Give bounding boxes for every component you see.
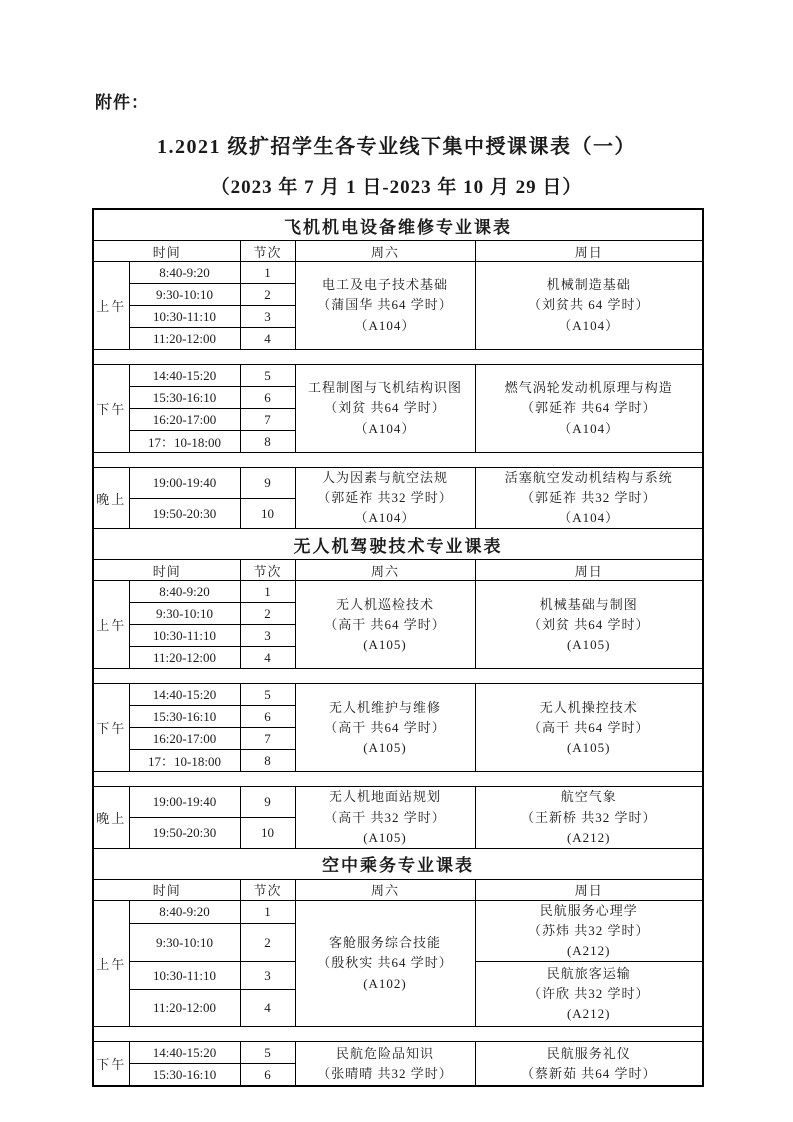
period-cell: 上午: [93, 581, 129, 669]
section-number-cell: 3: [240, 962, 295, 990]
course-line: 活塞航空发动机结构与系统: [504, 470, 673, 485]
course-line: （刘贫 共64 学时）: [324, 400, 446, 416]
course-cell-sunday: [475, 962, 703, 1027]
time-cell: 8:40-9:20: [129, 581, 240, 603]
col-header-section: 节次: [240, 879, 295, 900]
section-number-cell: 1: [240, 581, 295, 603]
course-line: (A212): [566, 829, 611, 845]
time-cell: 10:30-11:10: [129, 306, 240, 328]
time-cell: 15:30-16:10: [129, 387, 240, 409]
time-cell: 14:40-15:20: [129, 684, 240, 706]
course-line: 燃气涡轮发动机原理与构造: [504, 380, 673, 396]
course-cell-sunday: [475, 1042, 703, 1087]
course-cell-sunday: [475, 262, 703, 350]
course-line: 无人机地面站规划: [328, 789, 441, 805]
course-line: （刘贫 共64 学时）: [527, 616, 650, 632]
course-line: 民航危险品知识: [335, 1045, 434, 1061]
section-number-cell: 7: [240, 409, 295, 431]
section-number-cell: 7: [240, 728, 295, 750]
spacer-row: [93, 350, 703, 365]
attachment-label: 附件：: [95, 93, 149, 112]
course-line: （高干 共64 学时）: [324, 616, 446, 632]
time-cell: 8:40-9:20: [129, 900, 240, 923]
time-cell: 11:20-12:00: [129, 990, 240, 1027]
course-cell-saturday: [295, 787, 475, 848]
col-header-time: 时间: [93, 241, 240, 262]
time-cell: 19:50-20:30: [129, 498, 240, 529]
table-title: 飞机机电设备维修专业课表: [93, 209, 703, 241]
section-number-cell: 9: [240, 787, 295, 818]
col-header-saturday: 周六: [295, 241, 475, 262]
section-number-cell: 1: [240, 262, 295, 284]
course-line: 无人机巡检技术: [335, 596, 434, 612]
course-cell-saturday: [295, 365, 475, 453]
section-number-cell: 2: [240, 603, 295, 625]
course-line: （高干 共64 学时）: [324, 719, 446, 735]
course-line: 人为因素与航空法规: [321, 470, 448, 485]
date-range: （2023 年 7 月 1 日-2023 年 10 月 29 日）: [210, 177, 583, 198]
time-cell: 15:30-16:10: [129, 1064, 240, 1087]
spacer-row: [93, 669, 703, 684]
period-cell: 晚上: [93, 468, 129, 529]
course-line: (A105): [363, 829, 407, 845]
course-line: （张晴晴 共32 学时）: [317, 1065, 453, 1081]
section-number-cell: 5: [240, 365, 295, 387]
time-cell: 14:40-15:20: [129, 365, 240, 387]
section-number-cell: 3: [240, 306, 295, 328]
section-number-cell: 2: [240, 284, 295, 306]
course-line: （A104）: [354, 420, 416, 436]
course-line: (A105): [566, 636, 611, 652]
table-title: 空中乘务专业课表: [93, 848, 703, 879]
col-header-sunday: 周日: [475, 560, 703, 581]
time-cell: 14:40-15:20: [129, 1042, 240, 1064]
section-number-cell: 5: [240, 684, 295, 706]
course-line: （刘贫共 64 学时）: [527, 297, 650, 313]
course-line: （殷秋实 共64 学时）: [317, 955, 453, 971]
col-header-section: 节次: [240, 560, 295, 581]
col-header-sunday: 周日: [475, 879, 703, 900]
section-number-cell: 3: [240, 625, 295, 647]
course-cell-saturday: [295, 1042, 475, 1087]
course-line: 机械基础与制图: [539, 596, 638, 612]
course-cell-saturday: [295, 262, 475, 350]
section-number-cell: 2: [240, 924, 295, 962]
time-cell: 9:30-10:10: [129, 284, 240, 306]
period-cell: 下午: [93, 684, 129, 772]
course-line: （蔡新茹 共64 学时）: [520, 1065, 657, 1081]
course-line: 无人机维护与维修: [328, 699, 441, 715]
section-number-cell: 1: [240, 900, 295, 923]
course-line: （苏炜 共32 学时）: [527, 922, 650, 938]
course-cell-saturday: [295, 468, 475, 529]
time-cell: 11:20-12:00: [129, 647, 240, 669]
course-cell-saturday: [295, 581, 475, 669]
col-header-time: 时间: [93, 879, 240, 900]
section-number-cell: 6: [240, 706, 295, 728]
course-line: 工程制图与飞机结构识图: [307, 380, 462, 396]
schedule-table: [92, 208, 704, 1087]
section-number-cell: 9: [240, 468, 295, 499]
course-line: （A104）: [558, 420, 620, 436]
course-line: 无人机操控技术: [539, 699, 638, 715]
period-cell: 上午: [93, 900, 129, 1026]
course-line: 航空气象: [560, 789, 617, 805]
course-cell-sunday: [475, 581, 703, 669]
spacer-row: [93, 453, 703, 468]
time-cell: 9:30-10:10: [129, 924, 240, 962]
col-header-time: 时间: [93, 560, 240, 581]
section-number-cell: 5: [240, 1042, 295, 1064]
course-cell-sunday: [475, 787, 703, 848]
course-line: （A104）: [354, 510, 416, 526]
course-line: (A105): [566, 739, 611, 755]
course-line: （郭延祚 共64 学时）: [520, 400, 657, 416]
course-line: 民航旅客运输: [546, 966, 631, 982]
time-cell: 17：10-18:00: [129, 431, 240, 453]
course-line: 机械制造基础: [546, 277, 631, 293]
course-line: （A104）: [558, 510, 620, 526]
col-header-section: 节次: [240, 241, 295, 262]
course-line: （A104）: [354, 317, 416, 333]
section-number-cell: 10: [240, 818, 295, 849]
time-cell: 10:30-11:10: [129, 962, 240, 990]
section-number-cell: 4: [240, 990, 295, 1027]
course-line: (A102): [363, 975, 407, 991]
spacer-row: [93, 772, 703, 787]
time-cell: 8:40-9:20: [129, 262, 240, 284]
course-cell-sunday: [475, 468, 703, 529]
period-cell: 下午: [93, 365, 129, 453]
course-line: 电工及电子技术基础: [321, 277, 448, 293]
section-number-cell: 6: [240, 387, 295, 409]
section-number-cell: 10: [240, 498, 295, 529]
time-cell: 19:00-19:40: [129, 468, 240, 499]
time-cell: 19:50-20:30: [129, 818, 240, 849]
section-number-cell: 8: [240, 750, 295, 772]
course-line: （高干 共64 学时）: [527, 719, 650, 735]
course-line: (A105): [363, 739, 407, 755]
time-cell: 17：10-18:00: [129, 750, 240, 772]
document-title: 1.2021 级扩招学生各专业线下集中授课课表（一）: [157, 136, 636, 158]
time-cell: 19:00-19:40: [129, 787, 240, 818]
section-number-cell: 4: [240, 647, 295, 669]
col-header-saturday: 周六: [295, 879, 475, 900]
course-line: （A104）: [558, 317, 620, 333]
period-cell: 晚上: [93, 787, 129, 848]
course-line: (A105): [363, 636, 407, 652]
table-title: 无人机驾驶技术专业课表: [93, 529, 703, 560]
course-line: 客舱服务综合技能: [328, 935, 441, 951]
section-number-cell: 8: [240, 431, 295, 453]
col-header-sunday: 周日: [475, 241, 703, 262]
course-line: （高干 共32 学时）: [324, 809, 446, 825]
course-line: （郭延祚 共32 学时）: [520, 490, 657, 506]
time-cell: 15:30-16:10: [129, 706, 240, 728]
course-cell-sunday: [475, 684, 703, 772]
col-header-saturday: 周六: [295, 560, 475, 581]
period-cell: 上午: [93, 262, 129, 350]
course-cell-saturday: [295, 900, 475, 1026]
course-cell-sunday: [475, 365, 703, 453]
section-number-cell: 4: [240, 328, 295, 350]
time-cell: 16:20-17:00: [129, 728, 240, 750]
time-cell: 11:20-12:00: [129, 328, 240, 350]
course-line: 民航服务礼仪: [546, 1045, 631, 1061]
course-line: (A212): [566, 943, 611, 959]
course-line: 民航服务心理学: [539, 902, 638, 918]
course-line: (A212): [566, 1006, 611, 1022]
spacer-row: [93, 1027, 703, 1042]
course-cell-sunday: [475, 900, 703, 961]
course-line: （许欣 共32 学时）: [527, 986, 650, 1002]
time-cell: 16:20-17:00: [129, 409, 240, 431]
period-cell: 下午: [93, 1042, 129, 1087]
course-line: （王新桥 共32 学时）: [520, 809, 657, 825]
section-number-cell: 6: [240, 1064, 295, 1087]
time-cell: 10:30-11:10: [129, 625, 240, 647]
time-cell: 9:30-10:10: [129, 603, 240, 625]
course-line: （郭延祚 共32 学时）: [317, 490, 453, 506]
course-cell-saturday: [295, 684, 475, 772]
course-line: （蒲国华 共64 学时）: [317, 297, 453, 313]
